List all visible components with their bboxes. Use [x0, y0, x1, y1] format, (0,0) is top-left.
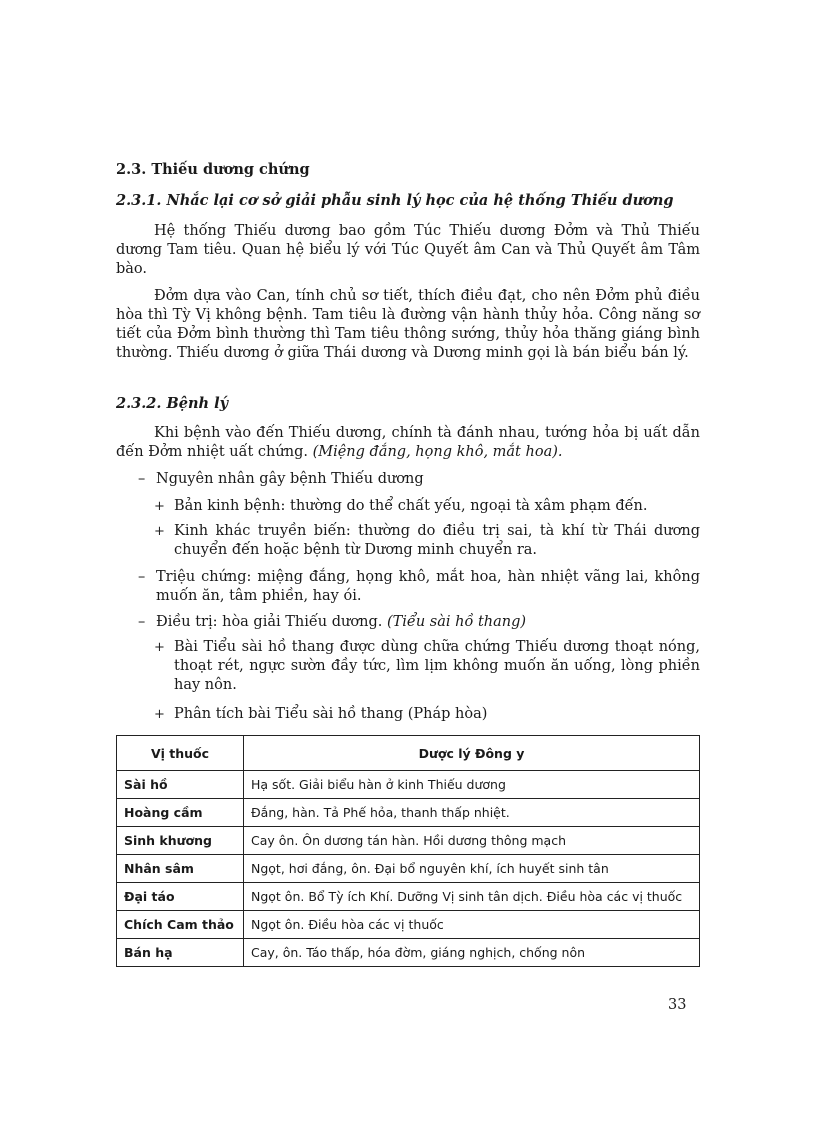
herb-desc: Cay ôn. Ôn dương tán hàn. Hồi dương thông mạch — [244, 827, 700, 855]
cause-a-text: Bản kinh bệnh: thường do thể chất yếu, ngoại tà xâm phạm đến. — [174, 498, 648, 514]
table-row — [117, 911, 700, 939]
page-number: 33 — [668, 997, 687, 1013]
table-row — [117, 855, 700, 883]
list-item-treatment — [138, 613, 700, 632]
list-item-symptoms — [138, 568, 700, 606]
herb-name: Bán hạ — [117, 939, 244, 967]
herb-name: Sinh khương — [117, 827, 244, 855]
list-item-treat-a — [154, 638, 700, 695]
cause-b-text: Kinh khác truyền biến: thường do điều trị sai, tà khí từ Thái dương chuyển đến hoặc bệnh từ Dương minh chuyển ra. — [174, 523, 700, 558]
herb-name: Sài hồ — [117, 771, 244, 799]
dash-bullet: – — [138, 569, 146, 585]
herb-name: Hoàng cầm — [117, 799, 244, 827]
table-header-row — [117, 736, 700, 771]
herb-desc: Hạ sốt. Giải biểu hàn ở kinh Thiếu dương — [244, 771, 700, 799]
table-row — [117, 799, 700, 827]
list-item-cause — [138, 470, 700, 489]
herb-name: Nhân sâm — [117, 855, 244, 883]
paragraph-dom: Đởm dựa vào Can, tính chủ sơ tiết, thích điều đạt, cho nên Đởm phủ điều hòa thì Tỳ Vị không bệnh. Tam tiêu là đường vận hành thủy hỏa. Công năng sơ tiết của Đởm bình thường thì Tam tiêu thông sướng, thủy hỏa thăng giáng bình thường. Thiếu dương ở giữa Thái dương và Dương minh gọi là bán biểu bán lý. — [116, 288, 700, 361]
herb-name: Chích Cam thảo — [117, 911, 244, 939]
dash-bullet: – — [138, 471, 146, 487]
table-row — [117, 827, 700, 855]
treatment-italic: (Tiểu sài hồ thang) — [386, 614, 527, 630]
symptoms-text: Triệu chứng: miệng đắng, họng khô, mắt hoa, hàn nhiệt vãng lai, không muốn ăn, tâm phiền, hay ói. — [156, 569, 700, 604]
plus-bullet: + — [154, 707, 165, 722]
header-herb: Vị thuốc — [117, 736, 244, 771]
header-pharmacology: Dược lý Đông y — [244, 736, 700, 771]
subsection-heading-anatomy: 2.3.1. Nhắc lại cơ sở giải phẫu sinh lý học của hệ thống Thiếu dương — [116, 192, 674, 209]
herb-desc: Ngọt ôn. Điều hòa các vị thuốc — [244, 911, 700, 939]
section-heading: 2.3. Thiếu dương chứng — [116, 161, 310, 178]
dash-bullet: – — [138, 614, 146, 630]
pathology-symptoms-italic: (Miệng đắng, họng khô, mắt hoa). — [312, 444, 563, 460]
treat-a-text: Bài Tiểu sài hồ thang được dùng chữa chứng Thiếu dương thoạt nóng, thoạt rét, ngực sườn đầy tức, lìm lịm không muốn ăn uống, lòng phiền hay nôn. — [174, 639, 700, 693]
drug-table — [116, 735, 700, 967]
herb-desc: Đắng, hàn. Tả Phế hỏa, thanh thấp nhiệt. — [244, 799, 700, 827]
list-item-treat-b — [154, 705, 700, 724]
plus-bullet: + — [154, 499, 165, 514]
herb-desc: Cay, ôn. Táo thấp, hóa đờm, giáng nghịch, chống nôn — [244, 939, 700, 967]
treatment-text: Điều trị: hòa giải Thiếu dương. — [156, 614, 383, 630]
treatment-line — [138, 613, 700, 632]
cause-text: Nguyên nhân gây bệnh Thiếu dương — [156, 471, 424, 487]
table-row — [117, 771, 700, 799]
paragraph-pathology — [116, 424, 700, 462]
subsection-heading-pathology: 2.3.2. Bệnh lý — [116, 395, 229, 412]
table-row — [117, 883, 700, 911]
plus-bullet: + — [154, 640, 165, 655]
treat-b-text: Phân tích bài Tiểu sài hồ thang (Pháp hòa) — [174, 706, 488, 722]
herb-name: Đại táo — [117, 883, 244, 911]
pathology-text: Khi bệnh vào đến Thiếu dương, chính tà đánh nhau, tướng hỏa bị uất dẫn đến Đởm nhiệt uất chứng. — [116, 425, 700, 460]
herb-desc: Ngọt, hơi đắng, ôn. Đại bổ nguyên khí, ích huyết sinh tân — [244, 855, 700, 883]
table-row — [117, 939, 700, 967]
paragraph-system: Hệ thống Thiếu dương bao gồm Túc Thiếu dương Đởm và Thủ Thiếu dương Tam tiêu. Quan hệ biểu lý với Túc Quyết âm Can và Thủ Quyết âm Tâm bào. — [116, 223, 700, 277]
list-item-cause-b — [154, 522, 700, 560]
list-item-cause-a — [154, 497, 700, 516]
plus-bullet: + — [154, 524, 165, 539]
herb-desc: Ngọt ôn. Bổ Tỳ ích Khí. Dưỡng Vị sinh tân dịch. Điều hòa các vị thuốc — [244, 883, 700, 911]
